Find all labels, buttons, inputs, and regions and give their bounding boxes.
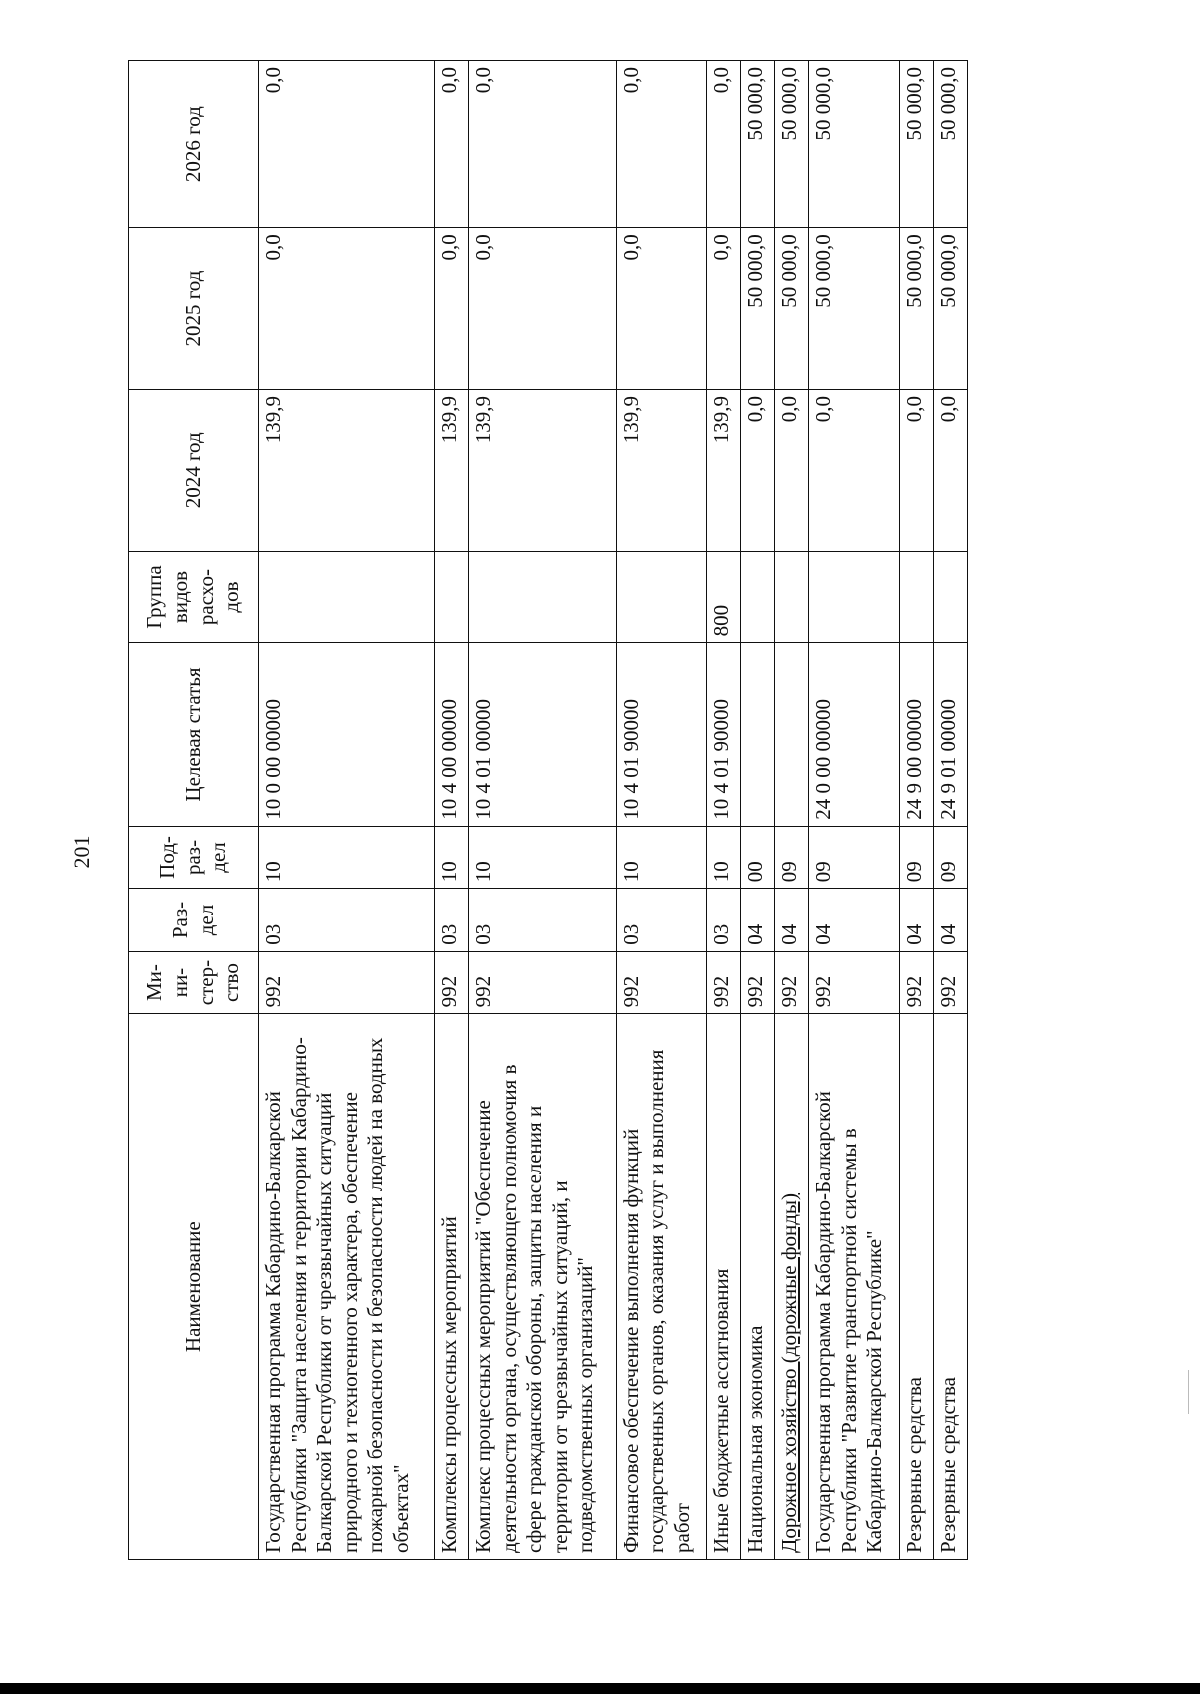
header-name: Наименование <box>129 1014 259 1560</box>
row-subsection: 09 <box>900 826 934 889</box>
row-name: Комплексы процессных мероприятий <box>435 1014 469 1560</box>
header-section: Раз-дел <box>129 889 259 952</box>
header-2024: 2024 год <box>129 389 259 551</box>
row-group <box>741 551 775 643</box>
row-2026: 50 000,0 <box>741 61 775 228</box>
row-2026: 0,0 <box>468 61 616 228</box>
row-2026: 0,0 <box>707 61 741 228</box>
table-row <box>741 61 775 1560</box>
row-name: Комплекс процессных мероприятий "Обеспечение деятельности органа, осуществляющего полномочия в сфере гражданской обороны, защиты населения и территории от чрезвычайных ситуаций, и подведомственных организаций" <box>468 1014 616 1560</box>
row-2026: 50 000,0 <box>933 61 967 228</box>
row-target: 24 0 00 00000 <box>809 643 900 826</box>
row-2025: 0,0 <box>468 228 616 390</box>
row-2024: 139,9 <box>468 389 616 551</box>
table-row <box>933 61 967 1560</box>
row-2026: 50 000,0 <box>775 61 809 228</box>
header-expense-group: Группа видов расхо-дов <box>129 551 259 643</box>
row-section: 03 <box>616 889 707 952</box>
row-2024: 0,0 <box>933 389 967 551</box>
header-row <box>129 61 259 1560</box>
row-2025: 0,0 <box>616 228 707 390</box>
row-target: 10 4 01 00000 <box>468 643 616 826</box>
header-ministry: Ми-ни-стер-ство <box>129 951 259 1014</box>
row-subsection: 10 <box>259 826 435 889</box>
table-row <box>259 61 435 1560</box>
row-group <box>933 551 967 643</box>
row-section: 04 <box>933 889 967 952</box>
row-name: Финансовое обеспечение выполнения функций государственных органов, оказания услуг и выполнения работ <box>616 1014 707 1560</box>
scan-edge-mark <box>1188 1370 1189 1414</box>
budget-table-container <box>128 60 968 1560</box>
row-subsection: 09 <box>809 826 900 889</box>
row-name-text: Дорожное хозяйство (дорожные фонды) <box>777 1192 802 1553</box>
row-2025: 50 000,0 <box>900 228 934 390</box>
table-row <box>435 61 469 1560</box>
row-section: 04 <box>809 889 900 952</box>
row-ministry: 992 <box>435 951 469 1014</box>
row-ministry: 992 <box>259 951 435 1014</box>
row-section: 04 <box>741 889 775 952</box>
row-2025: 0,0 <box>259 228 435 390</box>
row-target: 10 4 00 00000 <box>435 643 469 826</box>
row-ministry: 992 <box>468 951 616 1014</box>
row-2026: 50 000,0 <box>809 61 900 228</box>
row-subsection: 09 <box>933 826 967 889</box>
header-2025: 2025 год <box>129 228 259 390</box>
row-subsection: 00 <box>741 826 775 889</box>
table-row <box>900 61 934 1560</box>
table-row <box>707 61 741 1560</box>
row-section: 03 <box>259 889 435 952</box>
row-target: 24 9 00 00000 <box>900 643 934 826</box>
row-group <box>259 551 435 643</box>
row-2026: 50 000,0 <box>900 61 934 228</box>
row-name: Государственная программа Кабардино-Балкарской Республики "Защита населения и территории Кабардино-Балкарской Республики от чрезвычайных ситуаций природного и техногенного характера, обеспечение пожарной безопасности и безопасности людей на водных объектах" <box>259 1014 435 1560</box>
row-ministry: 992 <box>741 951 775 1014</box>
row-section: 03 <box>707 889 741 952</box>
row-name: Государственная программа Кабардино-Балкарской Республики "Развитие транспортной системы в Кабардино-Балкарской Республике" <box>809 1014 900 1560</box>
row-group <box>468 551 616 643</box>
scan-bottom-rule <box>0 1683 1200 1694</box>
row-name: Резервные средства <box>933 1014 967 1560</box>
row-target <box>741 643 775 826</box>
row-subsection: 10 <box>435 826 469 889</box>
row-2024: 139,9 <box>616 389 707 551</box>
row-group <box>435 551 469 643</box>
row-section: 03 <box>468 889 616 952</box>
table-row <box>616 61 707 1560</box>
row-2024: 139,9 <box>435 389 469 551</box>
row-subsection: 09 <box>775 826 809 889</box>
row-2024: 139,9 <box>707 389 741 551</box>
row-2024: 0,0 <box>809 389 900 551</box>
row-2026: 0,0 <box>259 61 435 228</box>
page-number: 201 <box>69 835 94 869</box>
row-ministry: 992 <box>707 951 741 1014</box>
row-ministry: 992 <box>616 951 707 1014</box>
row-2025: 50 000,0 <box>809 228 900 390</box>
row-2025: 50 000,0 <box>741 228 775 390</box>
row-2026: 0,0 <box>616 61 707 228</box>
row-name: Национальная экономика <box>741 1014 775 1560</box>
row-ministry: 992 <box>775 951 809 1014</box>
row-2024: 0,0 <box>775 389 809 551</box>
row-group <box>809 551 900 643</box>
row-2025: 0,0 <box>435 228 469 390</box>
row-ministry: 992 <box>933 951 967 1014</box>
table-row <box>468 61 616 1560</box>
row-subsection: 10 <box>616 826 707 889</box>
header-subsection: Под-раз-дел <box>129 826 259 889</box>
row-subsection: 10 <box>707 826 741 889</box>
row-target: 10 4 01 90000 <box>616 643 707 826</box>
row-group <box>900 551 934 643</box>
row-2025: 50 000,0 <box>775 228 809 390</box>
row-target: 24 9 01 00000 <box>933 643 967 826</box>
table-row <box>775 61 809 1560</box>
row-2024: 0,0 <box>741 389 775 551</box>
row-group <box>775 551 809 643</box>
row-2024: 139,9 <box>259 389 435 551</box>
row-group <box>616 551 707 643</box>
table-row <box>809 61 900 1560</box>
budget-table <box>128 60 968 1560</box>
row-subsection: 10 <box>468 826 616 889</box>
row-ministry: 992 <box>900 951 934 1014</box>
row-target: 10 4 01 90000 <box>707 643 741 826</box>
row-name: Иные бюджетные ассигнования <box>707 1014 741 1560</box>
row-section: 03 <box>435 889 469 952</box>
row-group: 800 <box>707 551 741 643</box>
row-2026: 0,0 <box>435 61 469 228</box>
row-section: 04 <box>775 889 809 952</box>
row-target: 10 0 00 00000 <box>259 643 435 826</box>
row-target <box>775 643 809 826</box>
row-2025: 0,0 <box>707 228 741 390</box>
row-name <box>775 1014 809 1560</box>
row-section: 04 <box>900 889 934 952</box>
header-2026: 2026 год <box>129 61 259 228</box>
row-2024: 0,0 <box>900 389 934 551</box>
header-target: Целевая статья <box>129 643 259 826</box>
row-ministry: 992 <box>809 951 900 1014</box>
row-2025: 50 000,0 <box>933 228 967 390</box>
row-name: Резервные средства <box>900 1014 934 1560</box>
